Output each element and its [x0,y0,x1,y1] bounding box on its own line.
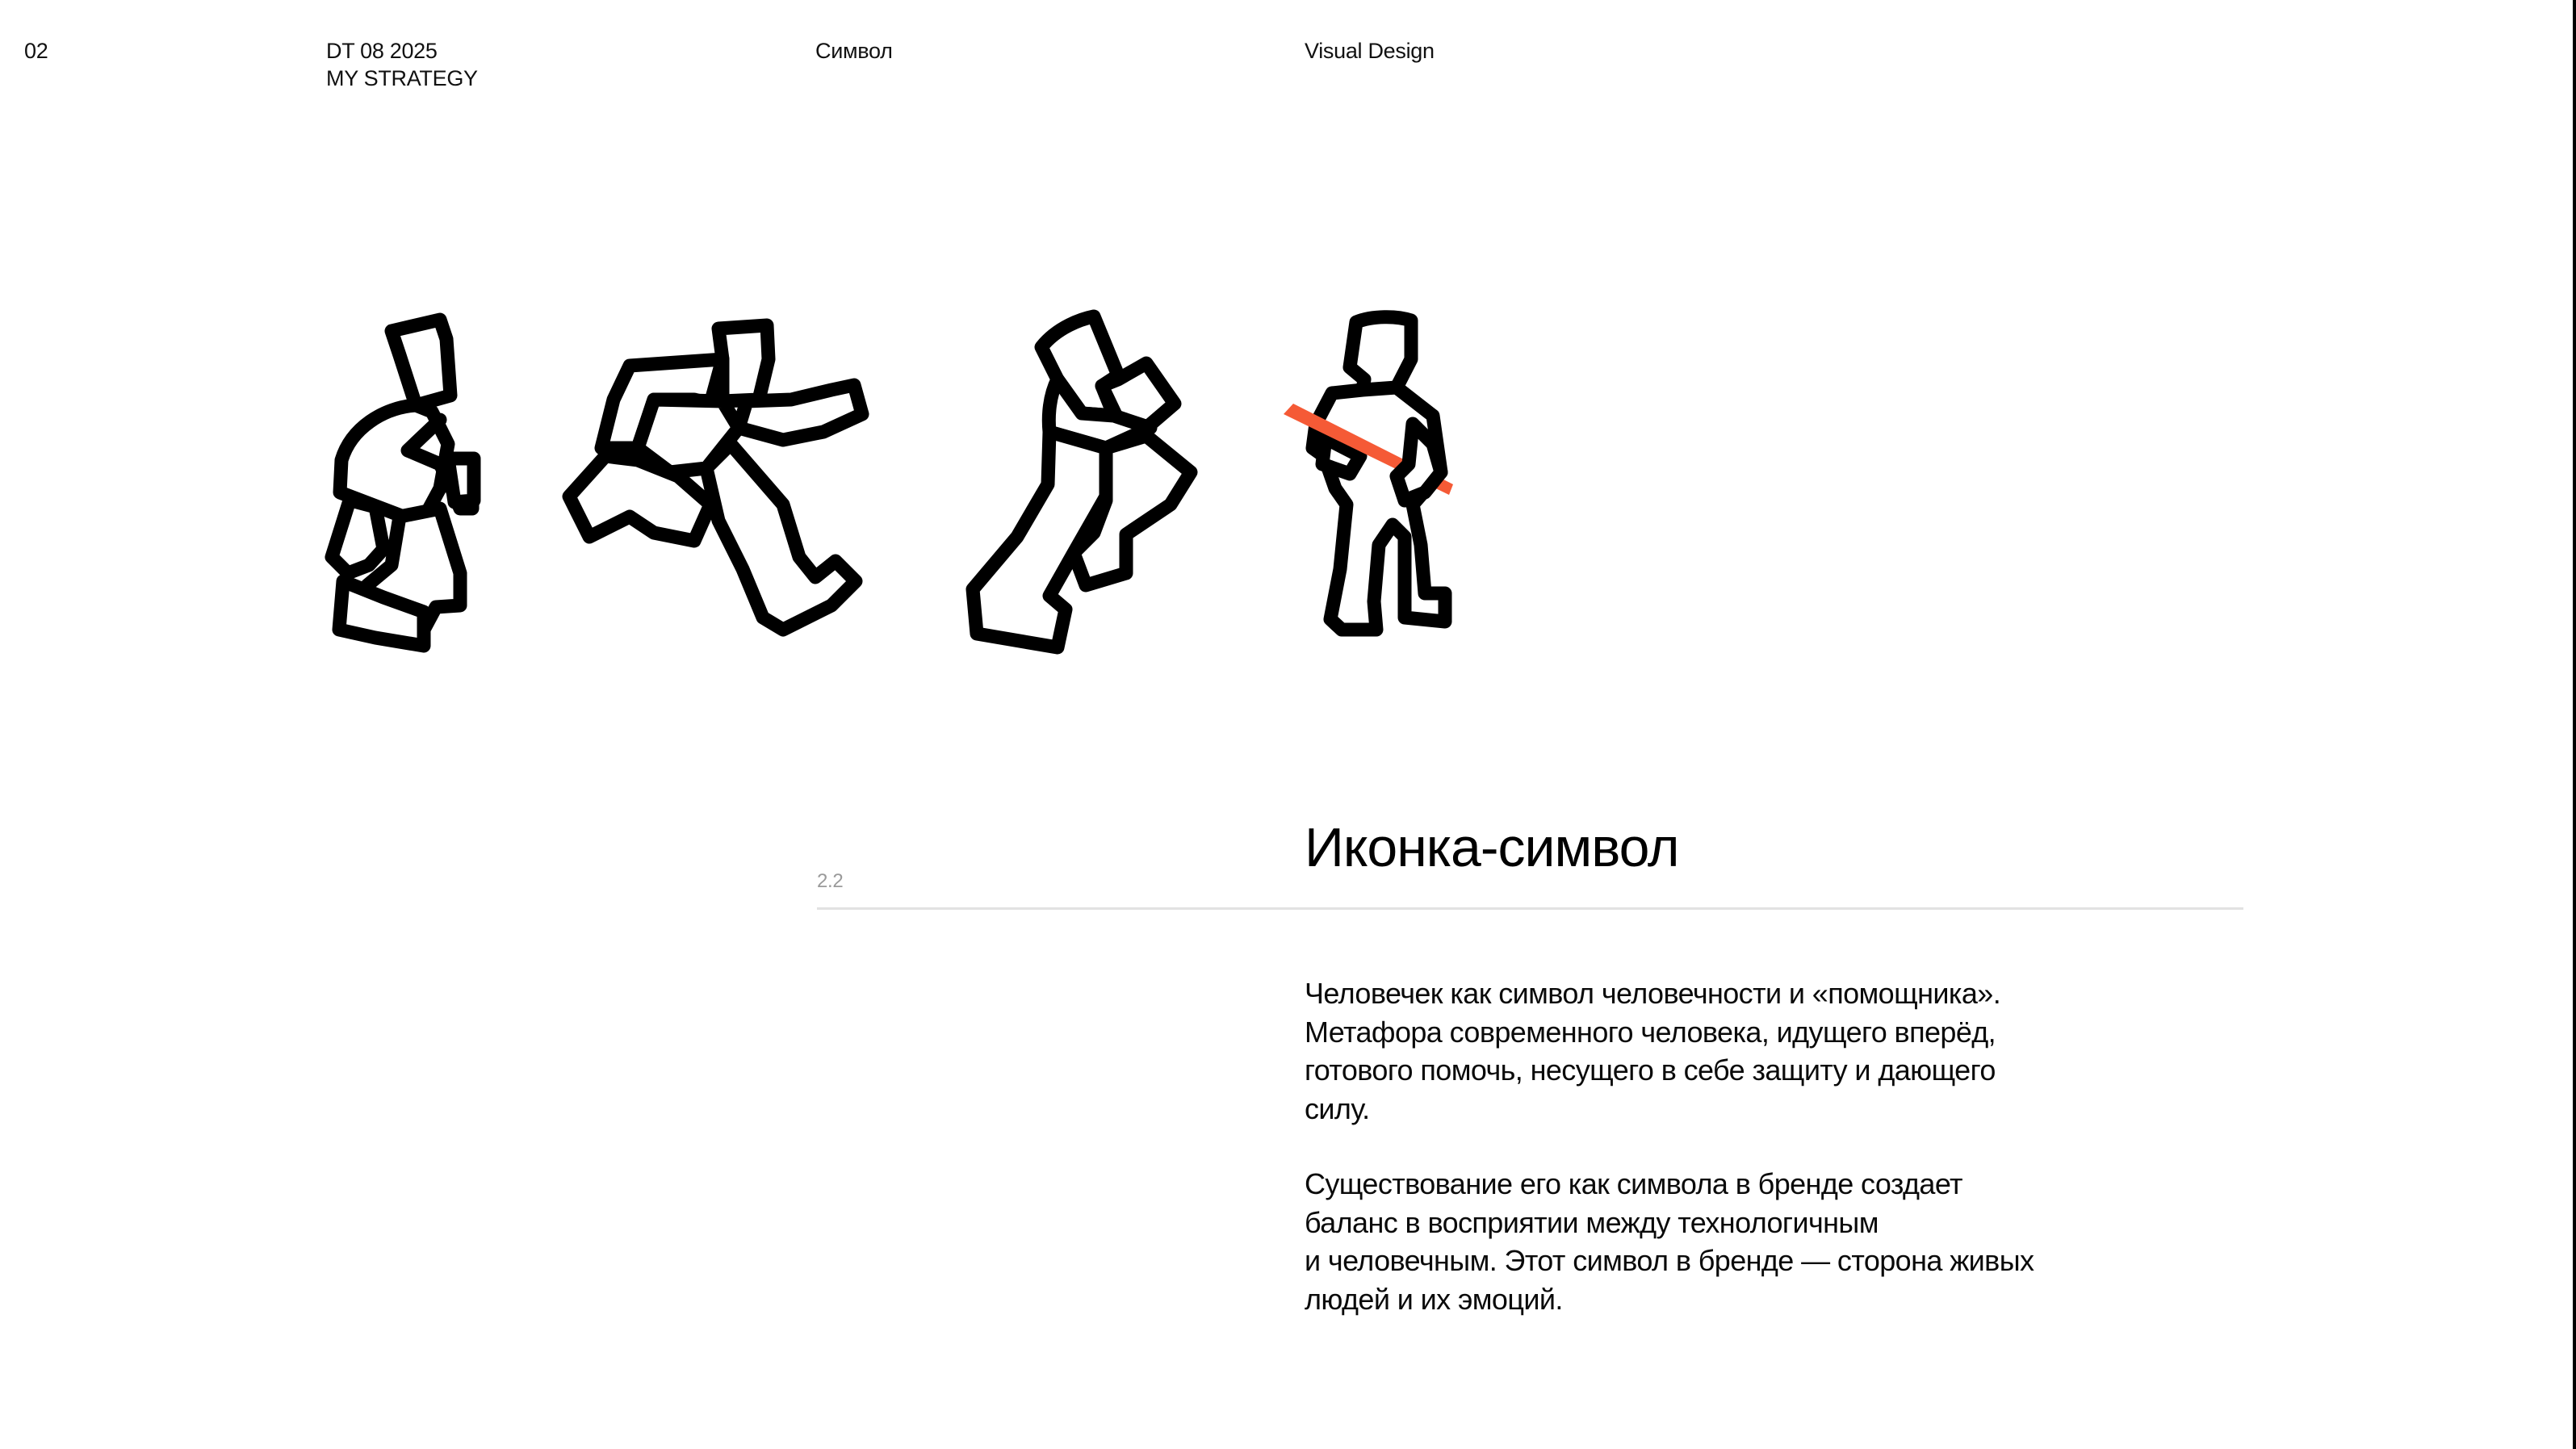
description-paragraph-2 [1305,1165,2152,1318]
walking-figure-icon [319,307,496,654]
paragraph-line: Человечек как символ человечности и «помощника». [1305,977,2001,1010]
section-label: Символ [815,39,893,63]
striding-figure-icon [953,299,1203,654]
page-edge-line [2573,0,2576,1449]
running-figure-icon [557,311,880,650]
paragraph-line: Существование его как символа в бренде создает [1305,1167,1962,1200]
project-date: DT 08 2025 [326,39,438,63]
paragraph-line: людей и их эмоций. [1305,1282,1563,1316]
standing-figure-with-sash-icon [1284,303,1469,650]
paragraph-line: и человечным. Этот символ в бренде — сторона живых [1305,1244,2034,1277]
section-title: Иконка-символ [1305,817,1679,878]
section-number: 2.2 [817,870,844,892]
page-number: 02 [24,39,48,63]
paragraph-line: баланс в восприятии между технологичным [1305,1205,1879,1239]
section-divider [817,907,2243,910]
category-label: Visual Design [1305,39,1435,63]
project-name: MY STRATEGY [326,66,478,90]
paragraph-line: силу. [1305,1091,1370,1125]
paragraph-line: готового помочь, несущего в себе защиту и дающего [1305,1053,1996,1087]
paragraph-line: Метафора современного человека, идущего вперёд, [1305,1015,1996,1049]
description-paragraph-1 [1305,974,2152,1128]
